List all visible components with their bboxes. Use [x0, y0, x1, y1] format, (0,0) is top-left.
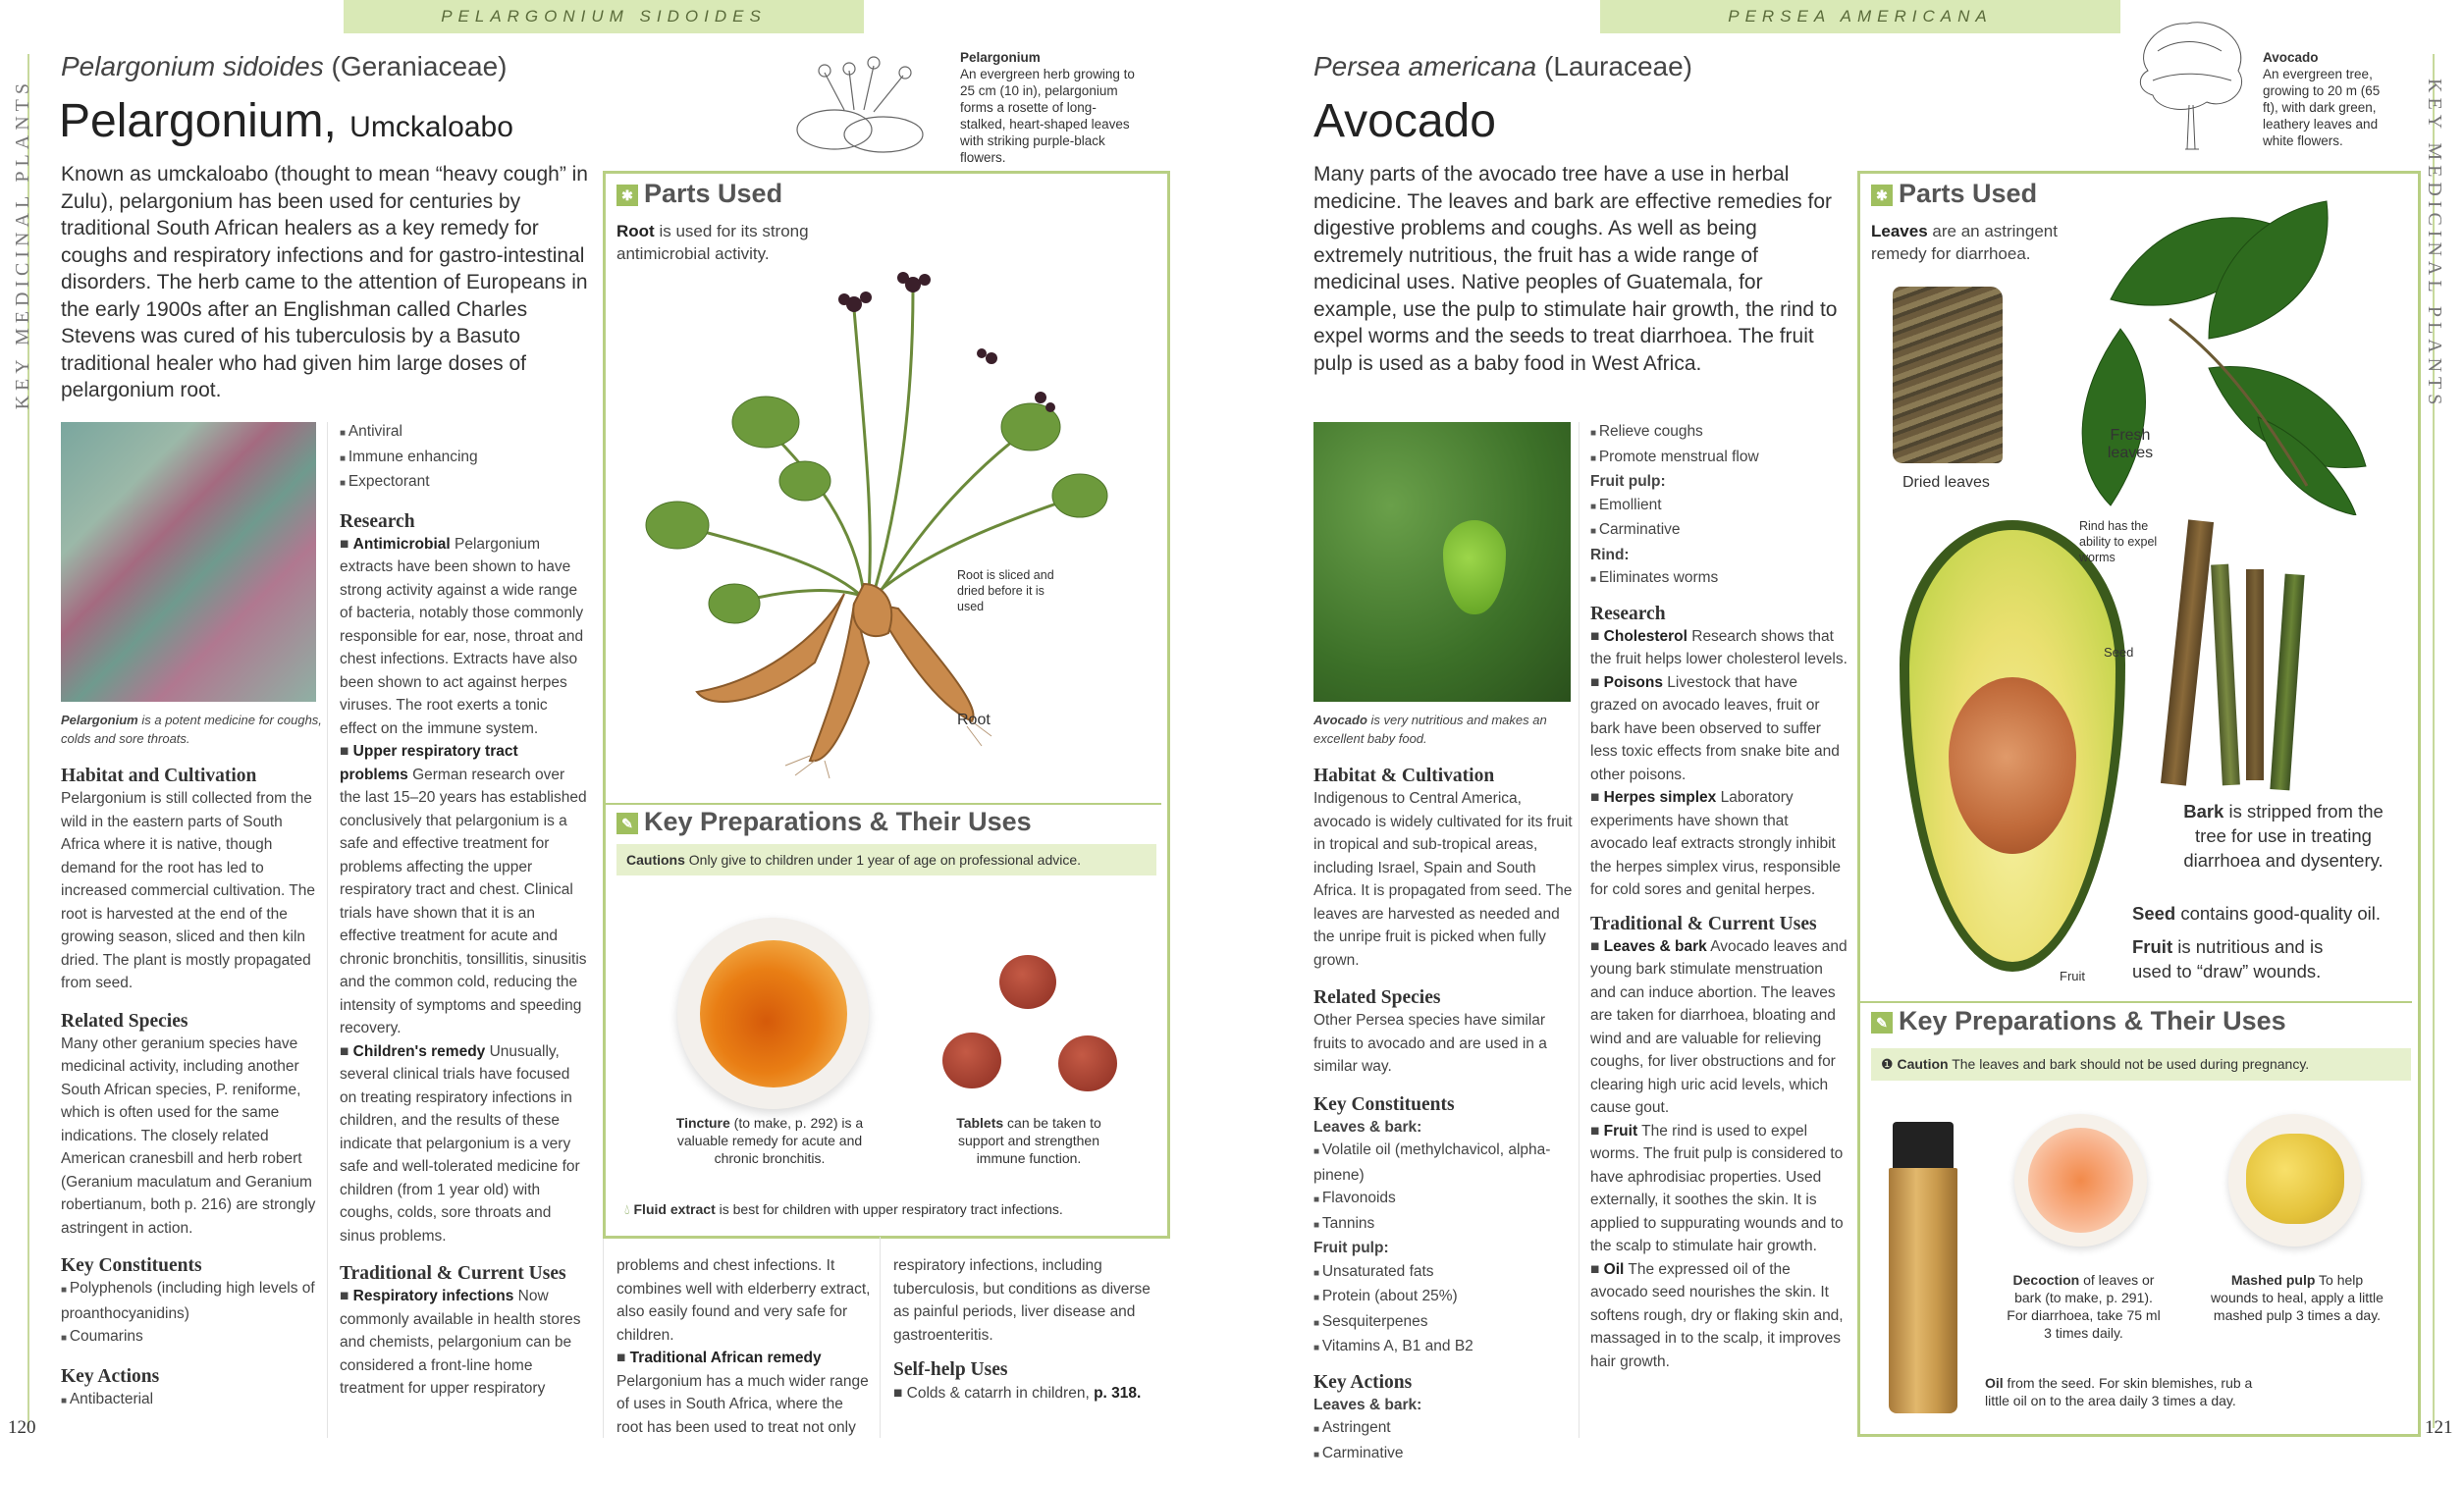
- right-parts-desc-bold: Leaves: [1871, 222, 1928, 240]
- right-habitat-title: Habitat & Cultivation: [1313, 766, 1495, 786]
- right-actions-title: Key Actions: [1313, 1371, 1413, 1393]
- tablet: [942, 1033, 1001, 1088]
- right-constituents-lb: [1313, 1139, 1574, 1237]
- left-column-2: [340, 420, 587, 1401]
- right-research-2-text: Livestock that have grazed on avocado leaves, fruit or bark have been observed to suffer less toxic effects from snake bite and other poisons.: [1590, 673, 1840, 783]
- right-col2-rind-label: Rind:: [1590, 546, 1630, 563]
- left-prep-title-text: Key Preparations & Their Uses: [644, 807, 1032, 836]
- right-col-divider-1: [1579, 422, 1580, 1438]
- right-header-band: PERSEA AMERICANA: [1600, 0, 2120, 33]
- right-parts-title: [1871, 179, 2037, 209]
- left-habitat-text: Pelargonium is still collected from the wild in the eastern parts of South Africa where it is native, though demand for the root has led to increased commercial cultivation. The root is harvested at the end of the growing season, sliced and then kiln dried. The plant is mostly propagated from seed.: [61, 790, 316, 991]
- left-intro: Known as umckaloabo (thought to mean “heavy cough” in Zulu), pelargonium has been used for centuries by traditional South African healers as a key remedy for coughs and respiratory infections and for gastro-intestinal disorders. The herb came to the attention of Europeans in the early 1900s after an Englishman called Charles Stevens was cured of his tuberculosis by a Basuto traditional healer who had given him large doses of pelargonium root.: [61, 163, 588, 401]
- seed-caption: [2132, 901, 2397, 926]
- bark-caption: [2166, 799, 2401, 873]
- right-parts-desc: [1871, 220, 2067, 265]
- left-related-title: Related Species: [61, 1010, 188, 1032]
- left-page-title: [59, 94, 513, 148]
- tincture-liquid: [700, 940, 847, 1087]
- prep-icon: ✎: [616, 813, 638, 834]
- right-page-number: 121: [2425, 1417, 2453, 1438]
- left-sketch-title: Pelargonium: [960, 50, 1041, 65]
- tablet: [999, 955, 1056, 1009]
- list-item: ■ Sesquiterpenes: [1313, 1310, 1574, 1336]
- right-constituents-title: Key Constituents: [1313, 1093, 1455, 1115]
- list-item: ■ Carminative: [1590, 518, 1848, 544]
- left-latin-name: [61, 51, 507, 82]
- fluid-bold: Fluid extract: [633, 1201, 716, 1217]
- left-header-band: PELARGONIUM SIDOIDES: [344, 0, 864, 33]
- left-col-divider-3: [880, 1237, 881, 1438]
- list-item: ■ Flavonoids: [1313, 1187, 1574, 1212]
- right-related-text: Other Persea species have similar fruits to avocado and are used in a similar way.: [1313, 1012, 1547, 1075]
- right-research-3: ■ Herpes simplex Laboratory experiments have shown that avocado leaf extracts strongly inhibit the herpes simplex virus, responsible for cold sores and genital herpes.: [1590, 789, 1842, 898]
- right-research-title: Research: [1590, 603, 1666, 624]
- left-page-number: 120: [8, 1417, 36, 1438]
- tablets-bold: Tablets: [956, 1115, 1004, 1131]
- right-latin-name: [1313, 51, 1692, 82]
- pelargonium-sketch: [795, 51, 952, 159]
- right-research-1: ■ Cholesterol Research shows that the fruit helps lower cholesterol levels.: [1590, 627, 1848, 667]
- oil-bold: Oil: [1985, 1375, 2004, 1391]
- left-research-3-text: Unusually, several clinical trials have focused on treating respiratory infections in children, and the results of these indicate that pelargonium is a very safe and well-tolerated medicine for children (from 1 year old) with coughs, colds, sore throats and sinus problems.: [340, 1042, 580, 1245]
- root-label: Root: [957, 712, 991, 728]
- seed-label: Seed: [2104, 645, 2134, 660]
- right-caution: [1871, 1048, 2411, 1081]
- seed-bold: Seed: [2132, 903, 2176, 924]
- left-research-1-bold: Antimicrobial: [352, 535, 451, 553]
- right-caption-text: is very nutritious and makes an excellent baby food.: [1313, 713, 1547, 746]
- right-col2-actions1: [1590, 420, 1848, 470]
- fruit-text: is nutritious and is used to “draw” wounds.: [2132, 936, 2324, 981]
- parts-icon: ✱: [616, 185, 638, 206]
- bark-strip: [2246, 569, 2264, 780]
- right-sketch-text: An evergreen tree, growing to 20 m (65 ft), with dark green, leathery leaves and white flowers.: [2263, 67, 2381, 148]
- left-research-title: Research: [340, 510, 415, 532]
- list-item: ■ Vitamins A, B1 and B2: [1313, 1335, 1574, 1360]
- decoction-text: of leaves or bark (to make, p. 291). For diarrhoea, take 75 ml 3 times daily.: [2007, 1272, 2161, 1341]
- decoction-liquid: [2028, 1128, 2133, 1233]
- bark-text: is stripped from the tree for use in treating diarrhoea and dysentery.: [2183, 801, 2384, 871]
- right-prep-divider: [1860, 1001, 2412, 1003]
- list-item: ■ Emollient: [1590, 494, 1848, 519]
- list-item: ■ Relieve coughs: [1590, 420, 1848, 446]
- rind-note: Rind has the ability to expel worms: [2079, 519, 2158, 564]
- right-leaves-bark-label: Leaves & bark:: [1313, 1118, 1422, 1136]
- left-constituents-list: [61, 1277, 321, 1351]
- left-trad-1-bold: Respiratory infections: [352, 1288, 514, 1304]
- right-trad-2: ■ Fruit The rind is used to expel worms. The fruit pulp is considered to have aphrodisiac properties. Used externally, it soothes the skin. It is applied to suppurating wounds and to the scalp to stimulate hair growth.: [1590, 1122, 1844, 1254]
- bark-bold: Bark: [2183, 801, 2224, 822]
- seed-text: contains good-quality oil.: [2175, 903, 2381, 924]
- left-research-1: ■ Antimicrobial Pelargonium extracts have been shown to have strong activity against a wide range of bacteria, notably those commonly responsible for ear, nose, throat and chest infections. Extracts have also been shown to act against herpes viruses. The root exerts a tonic effect on the immune system.: [340, 535, 584, 737]
- mashed-pulp: [2246, 1134, 2344, 1224]
- fruit-bold: Fruit: [2132, 936, 2173, 957]
- left-column-4: [893, 1254, 1158, 1405]
- left-column-3: [616, 1254, 872, 1439]
- right-column-2: [1590, 420, 1848, 1373]
- oil-bottle: [1889, 1168, 1957, 1413]
- fruit-caption: [2132, 934, 2348, 983]
- left-trad-1-text: Now commonly available in health stores and chemists, pelargonium can be considered a front-line home treatment for upper respiratory: [340, 1288, 581, 1397]
- right-actions-list: [1313, 1416, 1574, 1466]
- avocado-photo: [1313, 422, 1571, 702]
- left-actions-title: Key Actions: [61, 1365, 160, 1387]
- oil-caption: [1985, 1374, 2260, 1409]
- selfhelp-page: p. 318.: [1094, 1384, 1142, 1402]
- right-research-3-bold: Herpes simplex: [1603, 789, 1717, 806]
- left-research-2-text: German research over the last 15–20 years has established conclusively that pelargonium is a safe and effective treatment for problems affecting the upper respiratory tract and chest. Clinical trials have shown that it is an effective treatment for acute and chronic bronchitis, tonsillitis, sinusitis and the common cold, reducing the intensity of symptoms and speeding recovery.: [340, 766, 587, 1036]
- right-caution-bold: Caution: [1897, 1056, 1949, 1072]
- left-caution-bold: Cautions: [626, 852, 685, 868]
- left-trad-2-bold: Traditional African remedy: [629, 1350, 822, 1366]
- right-prep-title: [1871, 1006, 2286, 1036]
- left-prep-divider: [606, 803, 1161, 805]
- right-research-1-bold: Cholesterol: [1603, 627, 1687, 645]
- left-col3-cont: problems and chest infections. It combines well with elderberry extract, also easily found and very safe for children.: [616, 1257, 871, 1344]
- pelargonium-plant-illustration: [618, 231, 1149, 780]
- right-parts-title-text: Parts Used: [1899, 179, 2038, 208]
- left-col-divider-1: [327, 422, 328, 1438]
- left-research-3-bold: Children's remedy: [352, 1042, 486, 1060]
- left-parts-desc-text: is used for its strong antimicrobial activity.: [616, 222, 809, 263]
- dried-leaves-illustration: [1893, 287, 2003, 463]
- left-selfhelp-item: ■ Colds & catarrh in children, p. 318.: [893, 1384, 1142, 1402]
- list-item: ■ Unsaturated fats: [1313, 1260, 1574, 1286]
- oil-text: from the seed. For skin blemishes, rub a little oil on to the area daily 3 times a day.: [1985, 1375, 2253, 1408]
- list-item: ■ Immune enhancing: [340, 446, 587, 471]
- left-trad-2: ■ Traditional African remedy Pelargonium has a much wider range of uses in South Africa, where the root has been used to treat not only: [616, 1350, 869, 1436]
- decoction-bold: Decoction: [2012, 1272, 2080, 1288]
- left-title: Pelargonium,: [59, 95, 337, 147]
- right-prep-title-text: Key Preparations & Their Uses: [1899, 1006, 2286, 1035]
- tincture-text: (to make, p. 292) is a valuable remedy for acute and chronic bronchitis.: [676, 1115, 864, 1166]
- list-item: ■ Astringent: [1313, 1416, 1574, 1442]
- right-research-1-text: Research shows that the fruit helps lower cholesterol levels.: [1590, 627, 1848, 667]
- left-prep-title: [616, 807, 1032, 837]
- tablets-text: can be taken to support and strengthen immune function.: [958, 1115, 1101, 1166]
- left-trad-2-text: Pelargonium has a much wider range of uses in South Africa, where the root has been used to treat not only: [616, 1372, 869, 1436]
- left-constituents-title: Key Constituents: [61, 1255, 202, 1276]
- right-sidebar-title: KEY MEDICINAL PLANTS: [2424, 79, 2445, 410]
- left-habitat-title: Habitat and Cultivation: [61, 766, 257, 786]
- tablets-caption: [940, 1114, 1117, 1167]
- left-sketch-note: [960, 49, 1137, 166]
- right-trad-1-bold: Leaves & bark: [1603, 937, 1707, 955]
- right-related-title: Related Species: [1313, 987, 1441, 1008]
- right-caution-text: The leaves and bark should not be used during pregnancy.: [1948, 1056, 2310, 1072]
- list-item: ■ Antibacterial: [61, 1388, 321, 1413]
- dried-leaves-label: Dried leaves: [1902, 474, 1990, 491]
- right-trad-title: Traditional & Current Uses: [1590, 913, 1817, 934]
- pelargonium-photo: [61, 422, 316, 702]
- fresh-leaves-illustration: [2052, 182, 2405, 515]
- right-constituents-fp: [1313, 1260, 1574, 1360]
- left-parts-title-text: Parts Used: [644, 179, 783, 208]
- selfhelp-item-text: Colds & catarrh in children,: [906, 1384, 1090, 1402]
- tincture-bold: Tincture: [675, 1115, 730, 1131]
- tincture-caption: [671, 1114, 868, 1167]
- left-research-1-text: Pelargonium extracts have been shown to have strong activity against a wide range of bacteria, notably those commonly responsible for ear, nose, throat and chest infections. Extracts have also been shown to act against herpes viruses. The root exerts a tonic effect on the immune system.: [340, 535, 584, 737]
- right-research-2-bold: Poisons: [1603, 673, 1663, 691]
- mashed-caption: [2209, 1271, 2385, 1324]
- left-sidebar-title: KEY MEDICINAL PLANTS: [12, 79, 33, 410]
- right-trad-3-bold: Oil: [1603, 1260, 1625, 1278]
- avocado-tree-sketch: [2128, 12, 2256, 159]
- right-intro: Many parts of the avocado tree have a use in herbal medicine. The leaves and bark are effective remedies for digestive problems and coughs. As well as being extremely nutritious, the fruit has a wide range of medicinal uses. Native peoples of Guatemala, for example, use the pulp to stimulate hair growth, the rind to expel worms and the seeds to treat diarrhoea. The fruit pulp is used as a baby food in West Africa.: [1313, 163, 1838, 375]
- left-research-2-bold: Upper respiratory tract problems: [340, 743, 518, 783]
- left-actions-list: [61, 1388, 321, 1413]
- left-latin-italic: Pelargonium sidoides: [61, 51, 324, 81]
- right-column-1: [1313, 766, 1574, 1466]
- left-subtitle: Umckaloabo: [349, 111, 513, 143]
- root-note: Root is sliced and dried before it is used: [957, 568, 1054, 613]
- list-item: ■ Tannins: [1313, 1212, 1574, 1238]
- right-col2-actions3: [1590, 566, 1848, 592]
- prep-icon: ✎: [1871, 1012, 1893, 1034]
- right-parts-desc-text: are an astringent remedy for diarrhoea.: [1871, 222, 2058, 263]
- left-caution-text: Only give to children under 1 year of age on professional advice.: [684, 852, 1082, 868]
- decoction-caption: [2003, 1271, 2165, 1342]
- right-fruit-pulp-label: Fruit pulp:: [1313, 1240, 1389, 1256]
- left-col4-cont: respiratory infections, including tuberculosis, but conditions as diverse as painful periods, liver disease and gastroenteritis.: [893, 1257, 1151, 1344]
- left-col-divider-2: [603, 1237, 604, 1438]
- list-item: ■ Expectorant: [340, 470, 587, 496]
- right-family: (Lauraceae): [1544, 51, 1692, 81]
- list-item: ■ Antiviral: [340, 420, 587, 446]
- right-trad-3-text: The expressed oil of the avocado seed nourishes the skin. It softens rough, dry or flaking skin and, massaged in to the scalp, it improves hair growth.: [1590, 1260, 1844, 1370]
- left-family: (Geraniaceae): [331, 51, 508, 81]
- left-related-text: Many other geranium species have medicinal activity, including another South African species, P. reniforme, which is often used for the same indications. The closely related American cranesbill and herb robert (Geranium maculatum and Geranium robertianum, both p. 216) are strongly astringent in action.: [61, 1034, 316, 1237]
- right-photo-caption: [1313, 711, 1559, 748]
- right-research-3-text: Laboratory experiments have shown that avocado leaf extracts strongly inhibit the herpes simplex virus, responsible for cold sores and genital herpes.: [1590, 789, 1842, 898]
- list-item: ■ Protein (about 25%): [1313, 1285, 1574, 1310]
- mashed-bold: Mashed pulp: [2230, 1272, 2316, 1288]
- right-caption-em: Avocado: [1313, 713, 1367, 727]
- oil-bottle-cap: [1893, 1122, 1954, 1169]
- list-item: ■ Carminative: [1313, 1442, 1574, 1467]
- left-research-3: ■ Children's remedy Unusually, several clinical trials have focused on treating respiratory infections in children, and the results of these indicate that pelargonium is a very safe and well-tolerated medicine for children (from 1 year old) with coughs, colds, sore throats and sinus problems.: [340, 1042, 580, 1245]
- left-research-2: ■ Upper respiratory tract problems German research over the last 15–20 years has established conclusively that pelargonium is a safe and effective treatment for problems affecting the upper respiratory tract and chest. Clinical trials have shown that it is an effective treatment for acute and chronic bronchitis, tonsillitis, sinusitis and the common cold, reducing the intensity of symptoms and speeding recovery.: [340, 743, 587, 1036]
- list-item: ■ Volatile oil (methylchavicol, alpha-pinene): [1313, 1139, 1574, 1187]
- right-trad-1-text: Avocado leaves and young bark stimulate menstruation and can induce abortion. The leaves are taken for diarrhoea, bloating and wind and are valuable for relieving coughs, for liver obstructions and for clearing high uric acid levels, which cause gout.: [1590, 937, 1848, 1116]
- list-item: ■ Promote menstrual flow: [1590, 446, 1848, 471]
- left-parts-title: [616, 179, 782, 209]
- right-trad-3: ■ Oil The expressed oil of the avocado seed nourishes the skin. It softens rough, dry or flaking skin and, massaged in to the scalp, it improves hair growth.: [1590, 1260, 1844, 1370]
- left-selfhelp-title: Self-help Uses: [893, 1359, 1008, 1380]
- fresh-leaves-label: Fresh leaves: [2107, 427, 2154, 461]
- left-sketch-text: An evergreen herb growing to 25 cm (10 in), pelargonium forms a rosette of long-stalked, heart-shaped leaves with striking purple-black flowers.: [960, 67, 1135, 165]
- right-latin-italic: Persea americana: [1313, 51, 1537, 81]
- left-caution: [616, 844, 1156, 875]
- list-item: ■ Polyphenols (including high levels of proanthocyanidins): [61, 1277, 321, 1325]
- fluid-text: is best for children with upper respiratory tract infections.: [715, 1201, 1063, 1217]
- left-trad-1: ■ Respiratory infections Now commonly available in health stores and chemists, pelargonium can be considered a front-line home treatment for upper respiratory: [340, 1288, 581, 1397]
- list-item: ■ Eliminates worms: [1590, 566, 1848, 592]
- right-sketch-note: [2263, 49, 2395, 149]
- fluid-note: [624, 1200, 1063, 1218]
- right-actions-lb-label: Leaves & bark:: [1313, 1396, 1422, 1413]
- left-caption-em: Pelargonium: [61, 713, 138, 727]
- right-col2-actions2: [1590, 494, 1848, 544]
- right-trad-2-bold: Fruit: [1603, 1122, 1638, 1140]
- tablet: [1058, 1035, 1117, 1091]
- right-research-2: ■ Poisons Livestock that have grazed on avocado leaves, fruit or bark have been observed to suffer less toxic effects from snake bite and other poisons.: [1590, 673, 1840, 783]
- right-page-title: Avocado: [1313, 95, 1496, 147]
- right-trad-1: ■ Leaves & bark Avocado leaves and young bark stimulate menstruation and can induce abortion. The leaves are taken for diarrhoea, bloating and wind and are valuable for relieving coughs, for liver obstructions and for clearing high uric acid levels, which cause gout.: [1590, 937, 1848, 1116]
- right-sketch-title: Avocado: [2263, 50, 2319, 65]
- left-col2-actions: [340, 420, 587, 496]
- left-caption-text: is a potent medicine for coughs, colds and sore throats.: [61, 713, 322, 746]
- parts-icon: ✱: [1871, 185, 1893, 206]
- list-item: ■ Coumarins: [61, 1325, 321, 1351]
- droplet-icon: 💧︎: [624, 1201, 634, 1217]
- right-habitat-text: Indigenous to Central America, avocado is widely cultivated for its fruit in tropical and sub-tropical areas, including Israel, Spain and South Africa. It is propagated from seed. The leaves are harvested as needed and the unripe fruit is picked when fully grown.: [1313, 790, 1573, 969]
- left-trad-title: Traditional & Current Uses: [340, 1263, 566, 1284]
- warning-icon: ❶: [1881, 1056, 1898, 1072]
- left-photo-caption: [61, 711, 326, 748]
- fruit-label: Fruit: [2060, 969, 2085, 983]
- left-parts-desc-bold: Root: [616, 222, 655, 240]
- left-column-1: [61, 766, 321, 1412]
- mashed-text: To help wounds to heal, apply a little mashed pulp 3 times a day.: [2211, 1272, 2384, 1323]
- right-trad-2-text: The rind is used to expel worms. The fruit pulp is considered to have aphrodisiac properties. Used externally, it soothes the skin. It is applied to suppurating wounds and to the scalp to stimulate hair growth.: [1590, 1122, 1844, 1254]
- right-col2-fp-label: Fruit pulp:: [1590, 473, 1666, 490]
